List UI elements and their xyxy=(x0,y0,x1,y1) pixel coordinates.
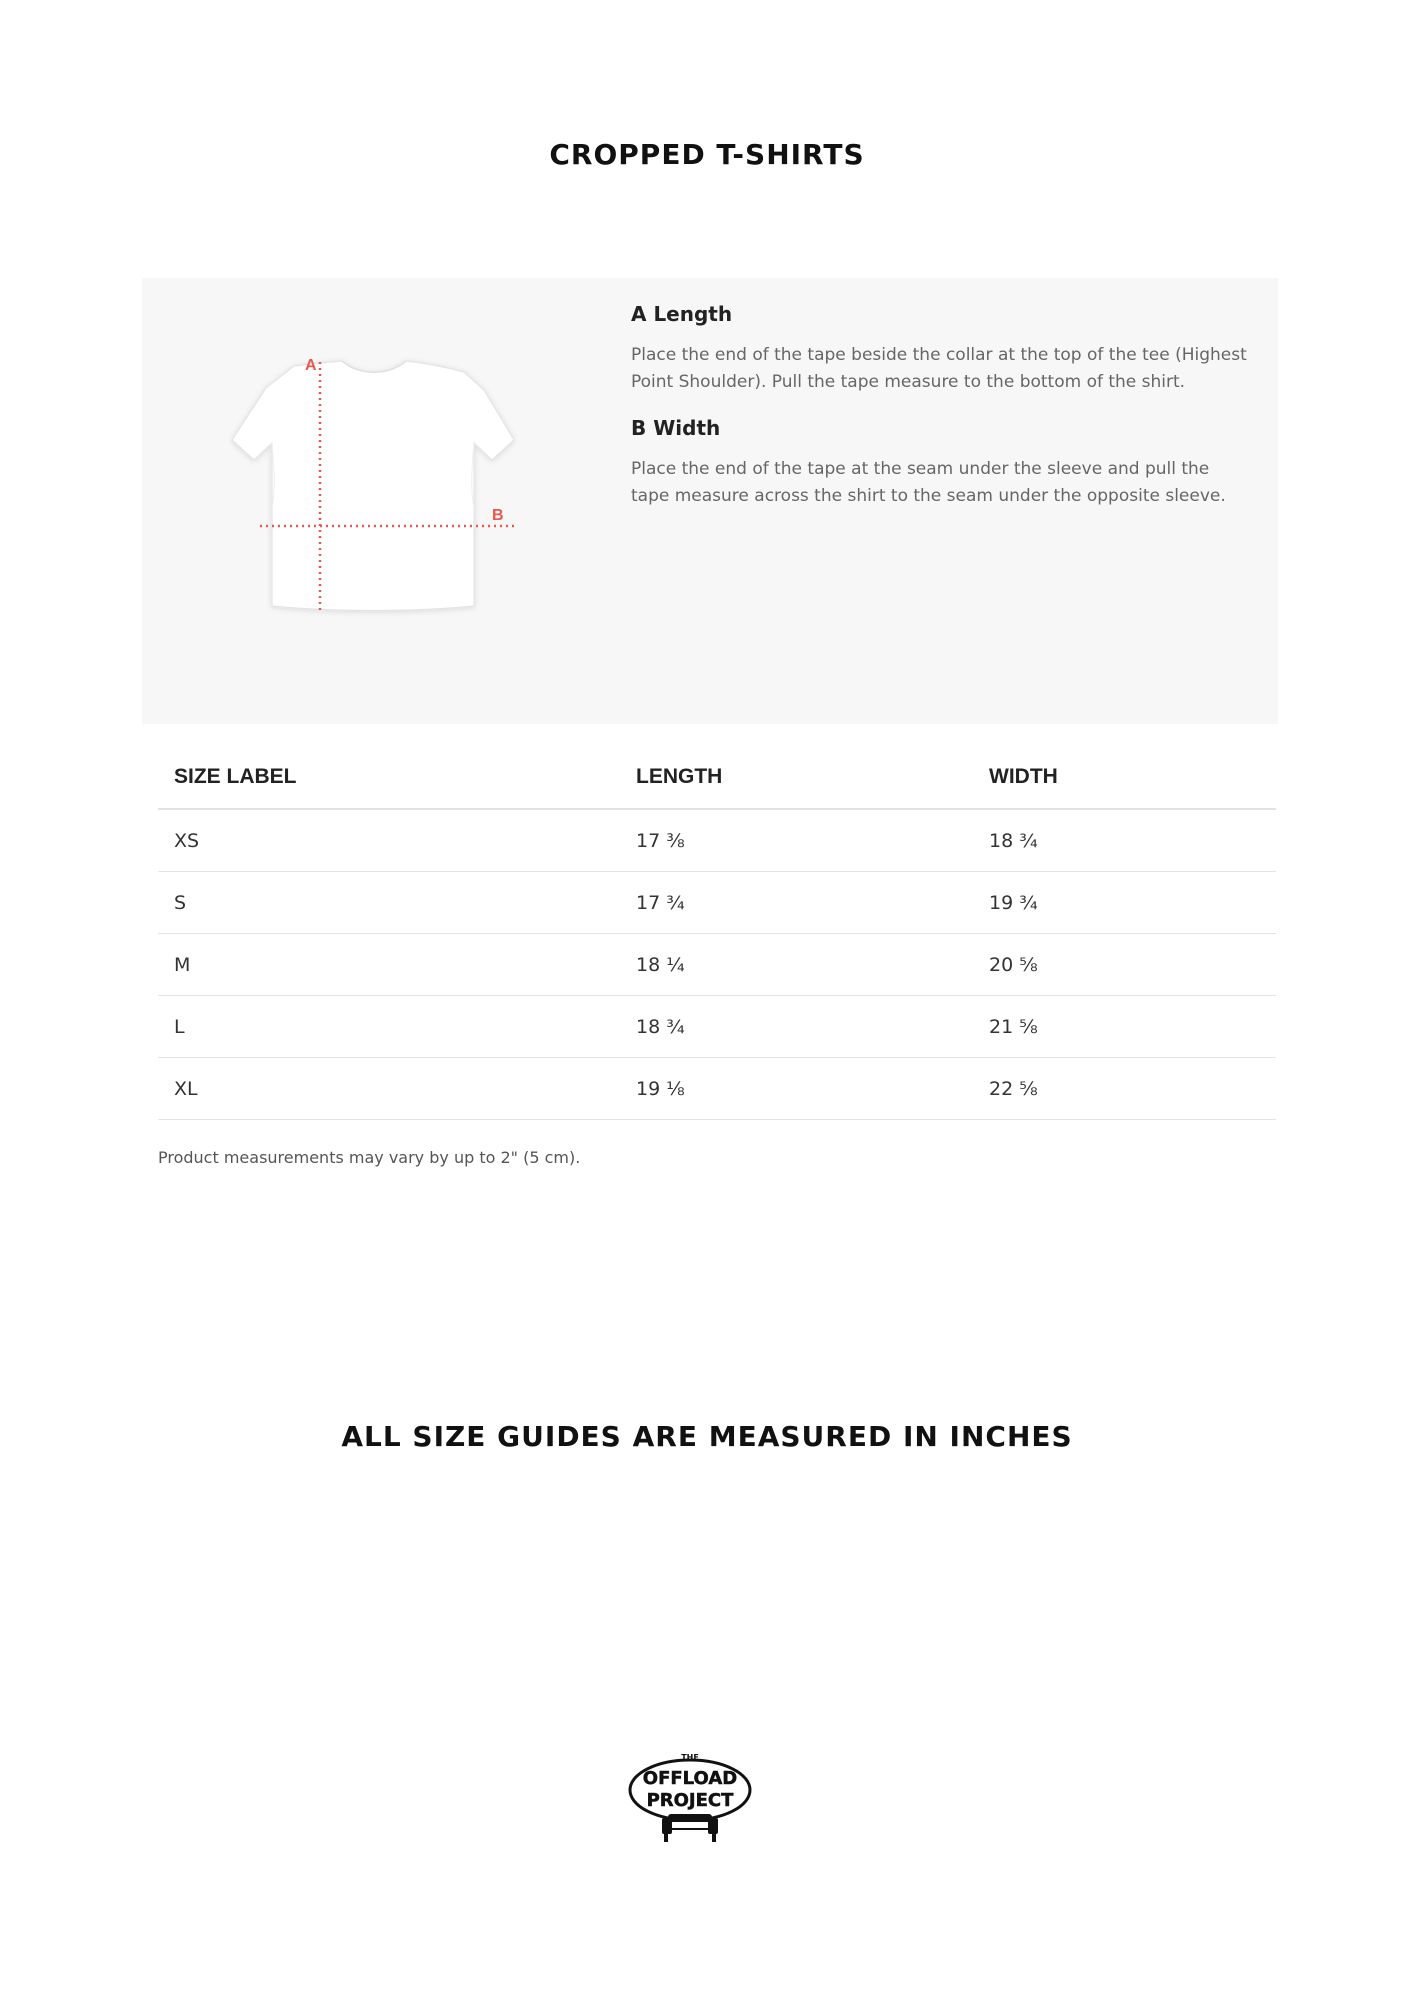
size-cell: XS xyxy=(158,809,620,872)
table-row xyxy=(158,996,1276,1058)
width-cell: 19 ¾ xyxy=(973,872,1276,934)
width-cell: 21 ⅝ xyxy=(973,996,1276,1058)
units-note-heading: ALL SIZE GUIDES ARE MEASURED IN INCHES xyxy=(341,1420,1073,1453)
page-title: CROPPED T-SHIRTS xyxy=(549,138,865,171)
length-instructions: Place the end of the tape beside the collar at the top of the tee (Highest Point Shoulder). Pull the tape measure to the bottom of the shirt. xyxy=(631,345,1247,392)
width-header: WIDTH xyxy=(973,746,1276,809)
logo-text-line1: OFFLOAD xyxy=(642,1768,738,1789)
length-cell: 19 ⅛ xyxy=(620,1058,973,1120)
measurement-guide-panel xyxy=(142,278,1278,724)
length-cell: 18 ¼ xyxy=(620,934,973,996)
table-row xyxy=(158,809,1276,872)
size-chart-table xyxy=(158,746,1276,1120)
measurement-instructions xyxy=(631,302,1251,530)
table-row xyxy=(158,934,1276,996)
length-cell: 17 ¾ xyxy=(620,872,973,934)
length-heading: A Length xyxy=(631,302,733,326)
cropped-tshirt-icon xyxy=(232,361,514,611)
measurement-disclaimer: Product measurements may vary by up to 2" (5 cm). xyxy=(158,1148,581,1167)
size-label-header: SIZE LABEL xyxy=(158,746,620,809)
marker-b: B xyxy=(492,507,504,524)
table-row xyxy=(158,872,1276,934)
logo-text-line2: PROJECT xyxy=(646,1790,734,1811)
tshirt-measurement-diagram xyxy=(174,348,594,658)
size-cell: XL xyxy=(158,1058,620,1120)
width-cell: 20 ⅝ xyxy=(973,934,1276,996)
sofa-icon xyxy=(662,1814,718,1842)
width-cell: 22 ⅝ xyxy=(973,1058,1276,1120)
size-cell: S xyxy=(158,872,620,934)
table-row xyxy=(158,1058,1276,1120)
size-cell: L xyxy=(158,996,620,1058)
width-instructions: Place the end of the tape at the seam under the sleeve and pull the tape measure across the shirt to the seam under the opposite sleeve. xyxy=(631,459,1226,506)
length-cell: 17 ⅜ xyxy=(620,809,973,872)
offload-project-logo xyxy=(626,1748,754,1848)
table-header-row xyxy=(158,746,1276,809)
length-header: LENGTH xyxy=(620,746,973,809)
length-cell: 18 ¾ xyxy=(620,996,973,1058)
size-cell: M xyxy=(158,934,620,996)
logo-text-small: THE xyxy=(681,1753,699,1762)
width-heading: B Width xyxy=(631,416,721,440)
width-cell: 18 ¾ xyxy=(973,809,1276,872)
marker-a: A xyxy=(305,357,317,374)
